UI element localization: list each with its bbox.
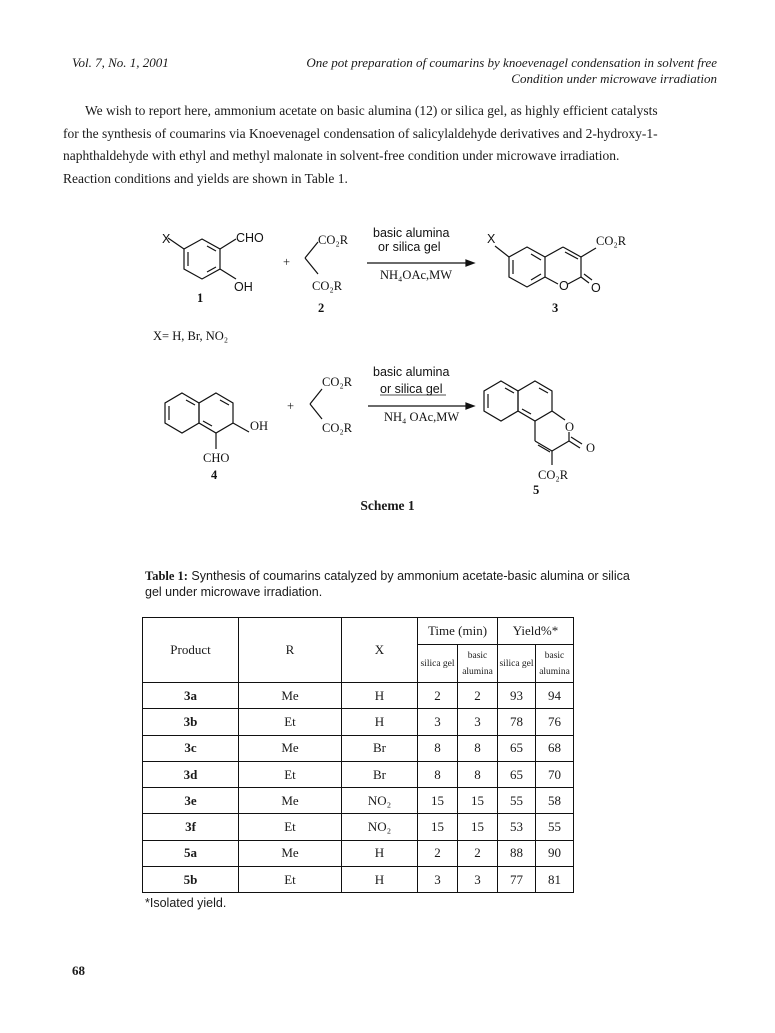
cell-time-alumina: 15 (458, 788, 498, 814)
product-co2r-label: CO₂R (596, 234, 627, 248)
compound-label-4: 4 (211, 468, 218, 482)
benzene-ring-1 (184, 239, 220, 279)
condition-silica-gel-2: or silica gel (380, 382, 443, 396)
cho-label: CHO (236, 231, 264, 245)
cell-time-silica: 8 (418, 735, 458, 761)
table-row (143, 867, 574, 893)
cell-x: H (342, 683, 418, 709)
cell-x: Br (342, 735, 418, 761)
cell-product: 5b (143, 867, 239, 893)
cell-yield-alumina: 70 (536, 761, 574, 787)
table-caption-label: Table 1: (145, 569, 188, 583)
header-time: Time (min) (418, 618, 498, 645)
product-ring-b (518, 381, 552, 421)
cell-x: NO₂ (342, 788, 418, 814)
co2r-bottom-label-2: CO₂R (322, 421, 353, 435)
cell-r: Me (239, 788, 342, 814)
condition-basic-alumina: basic alumina (373, 226, 450, 240)
naphthaldehyde-cho-label: CHO (203, 451, 230, 465)
compound-label-1: 1 (197, 291, 204, 305)
benzene-ring-3 (509, 247, 545, 287)
compound-label-2: 2 (318, 301, 325, 315)
table-caption-text: Synthesis of coumarins catalyzed by ammonium acetate-basic alumina or silica gel under microwave irradiation. (145, 569, 630, 599)
table-row (143, 814, 574, 840)
page-number: 68 (72, 963, 85, 978)
scheme-caption: Scheme 1 (360, 498, 415, 513)
product-ring-a (484, 381, 518, 421)
header-time-basic-alumina: basic alumina (458, 645, 498, 683)
table-footnote: *Isolated yield. (145, 896, 227, 910)
running-title-line-1: One pot preparation of coumarins by knoevenagel condensation in solvent free (306, 55, 717, 70)
condition-reagent: NH₄OAc,MW (380, 268, 453, 282)
cell-yield-alumina: 76 (536, 709, 574, 735)
oh-label: OH (234, 280, 253, 294)
cell-r: Et (239, 761, 342, 787)
cell-yield-silica: 53 (498, 814, 536, 840)
cell-r: Et (239, 814, 342, 840)
substituent-definition: X= H, Br, NO₂ (153, 329, 229, 343)
ring-oxygen-label: O (559, 279, 569, 293)
co2r-top-label: CO₂R (318, 233, 349, 247)
header-x: X (342, 618, 418, 683)
cell-yield-alumina: 81 (536, 867, 574, 893)
cell-yield-alumina: 55 (536, 814, 574, 840)
cell-product: 3d (143, 761, 239, 787)
intro-line: We wish to report here, ammonium acetate on basic alumina (12) or silica gel, as highly efficient catalysts (85, 103, 658, 118)
carbonyl-oxygen-label: O (591, 281, 601, 295)
table-caption (145, 568, 645, 600)
cell-yield-silica: 77 (498, 867, 536, 893)
cell-yield-silica: 65 (498, 761, 536, 787)
cell-r: Me (239, 840, 342, 866)
naphthalene-ring-b (199, 393, 233, 433)
table-row (143, 840, 574, 866)
table-row (143, 788, 574, 814)
cell-time-alumina: 3 (458, 867, 498, 893)
cell-yield-alumina: 94 (536, 683, 574, 709)
results-table (142, 617, 574, 893)
co2r-bottom-label: CO₂R (312, 279, 343, 293)
product-co2r-label-2: CO₂R (538, 468, 569, 482)
cell-time-alumina: 15 (458, 814, 498, 840)
condition-basic-alumina-2: basic alumina (373, 365, 450, 379)
condition-silica-gel: or silica gel (378, 240, 441, 254)
cell-product: 3a (143, 683, 239, 709)
plus-sign-2: + (287, 399, 295, 413)
cell-product: 5a (143, 840, 239, 866)
table-row (143, 709, 574, 735)
header-product: Product (143, 618, 239, 683)
header-yield-silica-gel: silica gel (498, 645, 536, 683)
cell-x: H (342, 840, 418, 866)
cell-product: 3e (143, 788, 239, 814)
cell-time-silica: 8 (418, 761, 458, 787)
substituent-x: X (162, 232, 171, 246)
header-r: R (239, 618, 342, 683)
cell-yield-silica: 55 (498, 788, 536, 814)
cell-time-silica: 15 (418, 788, 458, 814)
header-yield-basic-alumina: basic alumina (536, 645, 574, 683)
cell-product: 3b (143, 709, 239, 735)
cell-yield-silica: 78 (498, 709, 536, 735)
cell-x: H (342, 867, 418, 893)
cell-yield-silica: 93 (498, 683, 536, 709)
product-substituent-x: X (487, 232, 496, 246)
cell-yield-alumina: 68 (536, 735, 574, 761)
reaction-scheme (0, 0, 775, 500)
cell-time-silica: 2 (418, 683, 458, 709)
running-title-line-2: Condition under microwave irradiation (511, 71, 717, 86)
intro-line: Reaction conditions and yields are shown in Table 1. (63, 170, 348, 186)
ring-oxygen-label-2: O (565, 420, 575, 434)
intro-line: for the synthesis of coumarins via Knoevenagel condensation of salicylaldehyde derivatives and 2-hydroxy-1- (63, 125, 658, 141)
cell-product: 3f (143, 814, 239, 840)
cell-time-silica: 3 (418, 867, 458, 893)
cell-yield-silica: 65 (498, 735, 536, 761)
table-row (143, 683, 574, 709)
cell-product: 3c (143, 735, 239, 761)
cell-time-alumina: 8 (458, 761, 498, 787)
cell-x: Br (342, 761, 418, 787)
carbonyl-oxygen-label-2: O (586, 441, 596, 455)
cell-x: H (342, 709, 418, 735)
table-row (143, 735, 574, 761)
header-time-silica-gel: silica gel (418, 645, 458, 683)
compound-label-3: 3 (552, 301, 559, 315)
cell-time-silica: 3 (418, 709, 458, 735)
cell-yield-alumina: 90 (536, 840, 574, 866)
condition-reagent-2: NH₄ OAc,MW (384, 410, 460, 424)
journal-volume: Vol. 7, No. 1, 2001 (72, 55, 169, 70)
cell-r: Me (239, 735, 342, 761)
cell-time-alumina: 2 (458, 840, 498, 866)
cell-time-alumina: 3 (458, 709, 498, 735)
cell-time-silica: 15 (418, 814, 458, 840)
co2r-top-label-2: CO₂R (322, 375, 353, 389)
cell-r: Et (239, 867, 342, 893)
compound-label-5: 5 (533, 483, 540, 497)
cell-r: Et (239, 709, 342, 735)
cell-time-alumina: 8 (458, 735, 498, 761)
header-yield: Yield%* (498, 618, 574, 645)
cell-time-silica: 2 (418, 840, 458, 866)
cell-yield-alumina: 58 (536, 788, 574, 814)
cell-yield-silica: 88 (498, 840, 536, 866)
intro-line: naphthaldehyde with ethyl and methyl malonate in solvent-free condition under microwave irradiation. (63, 148, 620, 163)
table-row (143, 761, 574, 787)
cell-r: Me (239, 683, 342, 709)
plus-sign: + (283, 255, 291, 269)
cell-x: NO₂ (342, 814, 418, 840)
cell-time-alumina: 2 (458, 683, 498, 709)
naphthalene-ring-a (165, 393, 199, 433)
naphthol-oh-label: OH (250, 419, 269, 433)
